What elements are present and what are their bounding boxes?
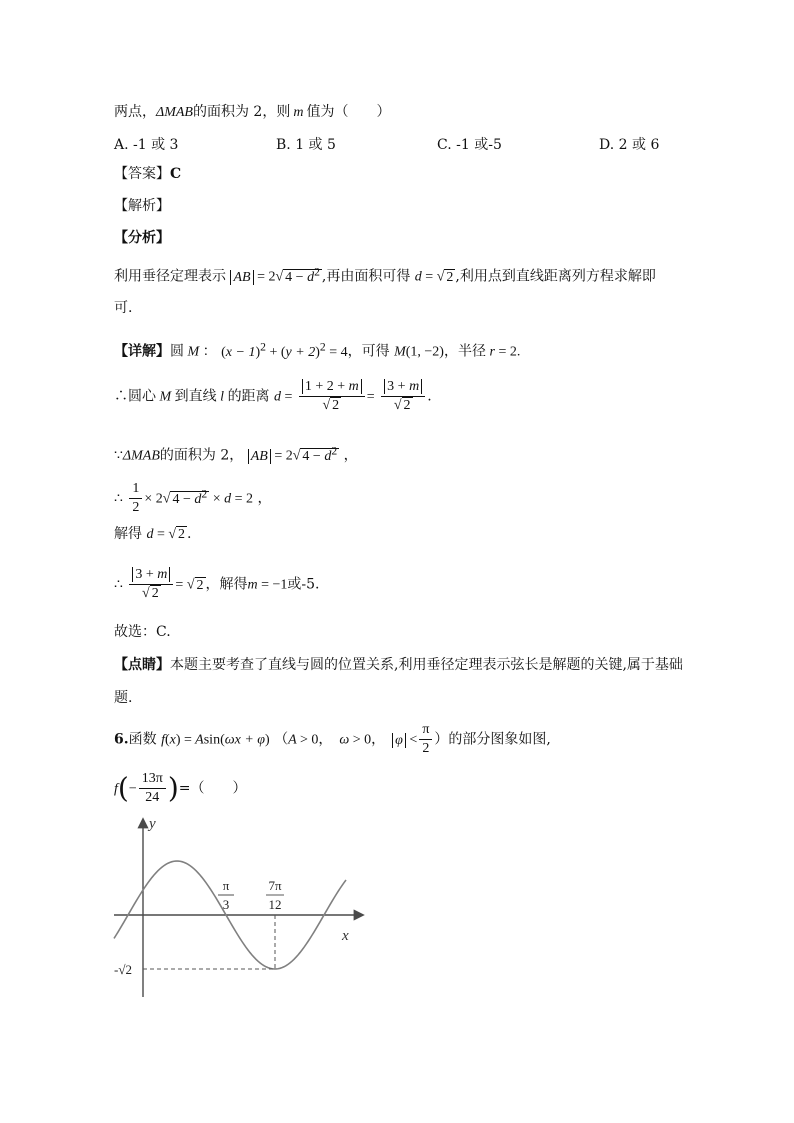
dianjing-line-2: 题. [114,690,133,706]
detail-line: 【详解】圆 M ： $(x - 1)^2 + (y + 2)^2 = 4$，可得 M(1, −2)，半径 r = 2. [114,340,521,360]
choice-c[interactable]: C. -1 或-5 [437,137,502,153]
tick-pi-3-num: π [222,878,230,893]
y-axis-label: y [149,816,156,832]
q6-number: 6. [114,731,129,748]
q6-question: f(− $\frac{13\pi}{24}$ )=（ ） [114,771,247,805]
tick-7pi-12-num: 7π [268,878,282,893]
fenxi-tag: 【分析】 [114,230,170,246]
tick-7pi-12-den: 12 [268,897,282,912]
x-axis-label: x [342,928,349,944]
tick-pi-3-den: 3 [222,897,230,912]
jiexi-tag: 【解析】 [114,198,170,214]
guxuan: 故选：C. [114,624,171,640]
dianjing-line-1: 【点睛】本题主要考查了直线与圆的位置关系,利用垂径定理表示弦长是解题的关键,属于基础 [114,657,683,673]
choice-b[interactable]: B. 1 或 5 [276,137,336,153]
q6-stem: 6.函数 f(x) = Asin(ωx + φ) （A > 0， ω > 0， φ < $\frac{\pi}{2}$ ）的部分图象如图, [114,722,551,756]
y-min-label: -√2 [114,962,132,977]
sine-graph [110,812,380,1007]
step-distance: ∴圆心 M 到直线 l 的距离 d = $\frac{1 + 2 + m}{√ 2}$ = $\frac{3 + m}{√ 2}$ . [114,379,432,413]
step-equation: ∴ $\frac{1}{2}$ × 2√ $4 - d^2 \times d = 2$ ， [114,481,272,515]
triangle-mab: ΔMAB [156,105,193,120]
fenxi-line-2: 可. [114,300,133,316]
choice-d[interactable]: D. 2 或 6 [599,137,660,153]
answer-line [114,164,181,184]
step-solve-d: 解得 d = √ 2 . [114,526,192,542]
step-area: ∵ΔMAB的面积为 2， AB = 2√ $4 - d^2$ ， [114,444,358,464]
step-solve-m: ∴ $\frac{3 + m}{√ 2}$ = √ 2 ，解得m = −1或-5. [114,567,320,601]
answer-tag: 【答案】 [114,166,170,182]
q5-stem: 两点，ΔMAB的面积为 2，则 m 值为（ ） [114,104,391,120]
var-m: m [293,105,304,120]
fenxi-line-1: 利用垂径定理表示 AB = 2√ $4 - d^2$ ,再由面积可得 d = √ 2 ,利用点到直线距离列方程求解即 [114,265,656,285]
answer-value: C [170,166,182,182]
choice-a[interactable]: A. -1 或 3 [114,137,179,153]
